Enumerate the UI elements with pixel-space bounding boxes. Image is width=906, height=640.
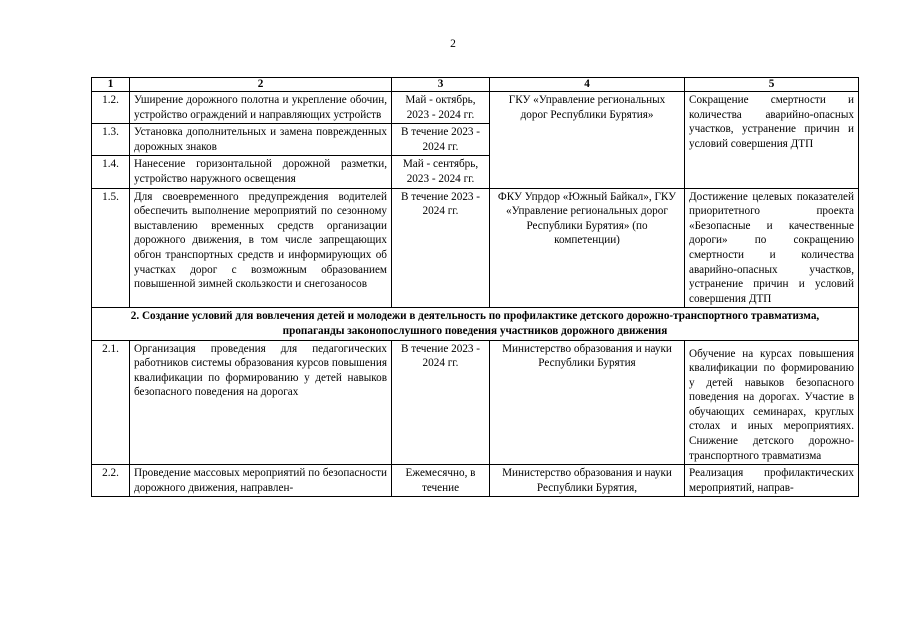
section-row	[92, 308, 859, 340]
action-cell: Проведение массовых мероприятий по безопасности дорожного движения, направлен-	[130, 465, 392, 497]
action-cell: Уширение дорожного полотна и укрепление обочин, устройство ограждений и направляющих устройств	[130, 92, 392, 124]
period-cell: Ежемесячно, в течение	[392, 465, 490, 497]
row-number: 1.4.	[92, 156, 130, 188]
table-row	[92, 340, 859, 465]
section-heading: 2. Создание условий для вовлечения детей и молодежи в деятельность по профилактике детского дорожно-транспортного травматизма, пропаганды законопослушного поведения участников дорожного движения	[92, 308, 859, 340]
executor-cell: Министерство образования и науки Республики Бурятия,	[490, 465, 685, 497]
period-cell: Май - сентябрь, 2023 - 2024 гг.	[392, 156, 490, 188]
executor-cell: Министерство образования и науки Республики Бурятия	[490, 340, 685, 465]
result-cell: Сокращение смертности и количества аварийно-опасных участков, устранение причин и условий совершения ДТП	[685, 92, 859, 189]
row-number: 2.1.	[92, 340, 130, 465]
action-cell: Организация проведения для педагогических работников системы образования курсов повышения квалификации по формированию у детей навыков безопасного поведения на дорогах	[130, 340, 392, 465]
table-row	[92, 188, 859, 308]
header-col-5: 5	[685, 78, 859, 92]
header-col-3: 3	[392, 78, 490, 92]
period-cell: В течение 2023 - 2024 гг.	[392, 124, 490, 156]
page-number: 2	[450, 38, 456, 50]
executor-cell: ГКУ «Управление региональных дорог Республики Бурятия»	[490, 92, 685, 189]
header-col-2: 2	[130, 78, 392, 92]
executor-cell: ФКУ Упрдор «Южный Байкал», ГКУ «Управление региональных дорог Республики Бурятия» (по компетенции)	[490, 188, 685, 308]
header-col-4: 4	[490, 78, 685, 92]
action-cell: Нанесение горизонтальной дорожной разметки, устройство наружного освещения	[130, 156, 392, 188]
period-cell: В течение 2023 - 2024 гг.	[392, 340, 490, 465]
result-cell: Достижение целевых показателей приоритетного проекта «Безопасные и качественные дороги» по сокращению смертности и количества аварийно-опасных участков, устранение причин и условий совершения ДТП	[685, 188, 859, 308]
row-number: 2.2.	[92, 465, 130, 497]
row-number: 1.5.	[92, 188, 130, 308]
row-number: 1.3.	[92, 124, 130, 156]
result-cell: Реализация профилактических мероприятий, направ-	[685, 465, 859, 497]
table-row	[92, 92, 859, 124]
header-col-1: 1	[92, 78, 130, 92]
result-cell: Обучение на курсах повышения квалификации по формированию у детей навыков безопасного поведения на дорогах. Участие в обучающих семинарах, круглых столах и иных мероприятиях. Снижение детского дорожно-транспортного травматизма	[685, 340, 859, 465]
period-cell: Май - октябрь, 2023 - 2024 гг.	[392, 92, 490, 124]
action-cell: Установка дополнительных и замена поврежденных дорожных знаков	[130, 124, 392, 156]
measures-table	[91, 77, 859, 497]
period-cell: В течение 2023 - 2024 гг.	[392, 188, 490, 308]
table-row	[92, 465, 859, 497]
row-number: 1.2.	[92, 92, 130, 124]
action-cell: Для своевременного предупреждения водителей обеспечить выполнение мероприятий по сезонному выставлению временных средств организации дорожного движения, в том числе запрещающих обгон транспортных средств и информирующих об участках дорог с возможным образованием повышенной зимней скользкости и снегозаносов	[130, 188, 392, 308]
header-row	[92, 78, 859, 92]
